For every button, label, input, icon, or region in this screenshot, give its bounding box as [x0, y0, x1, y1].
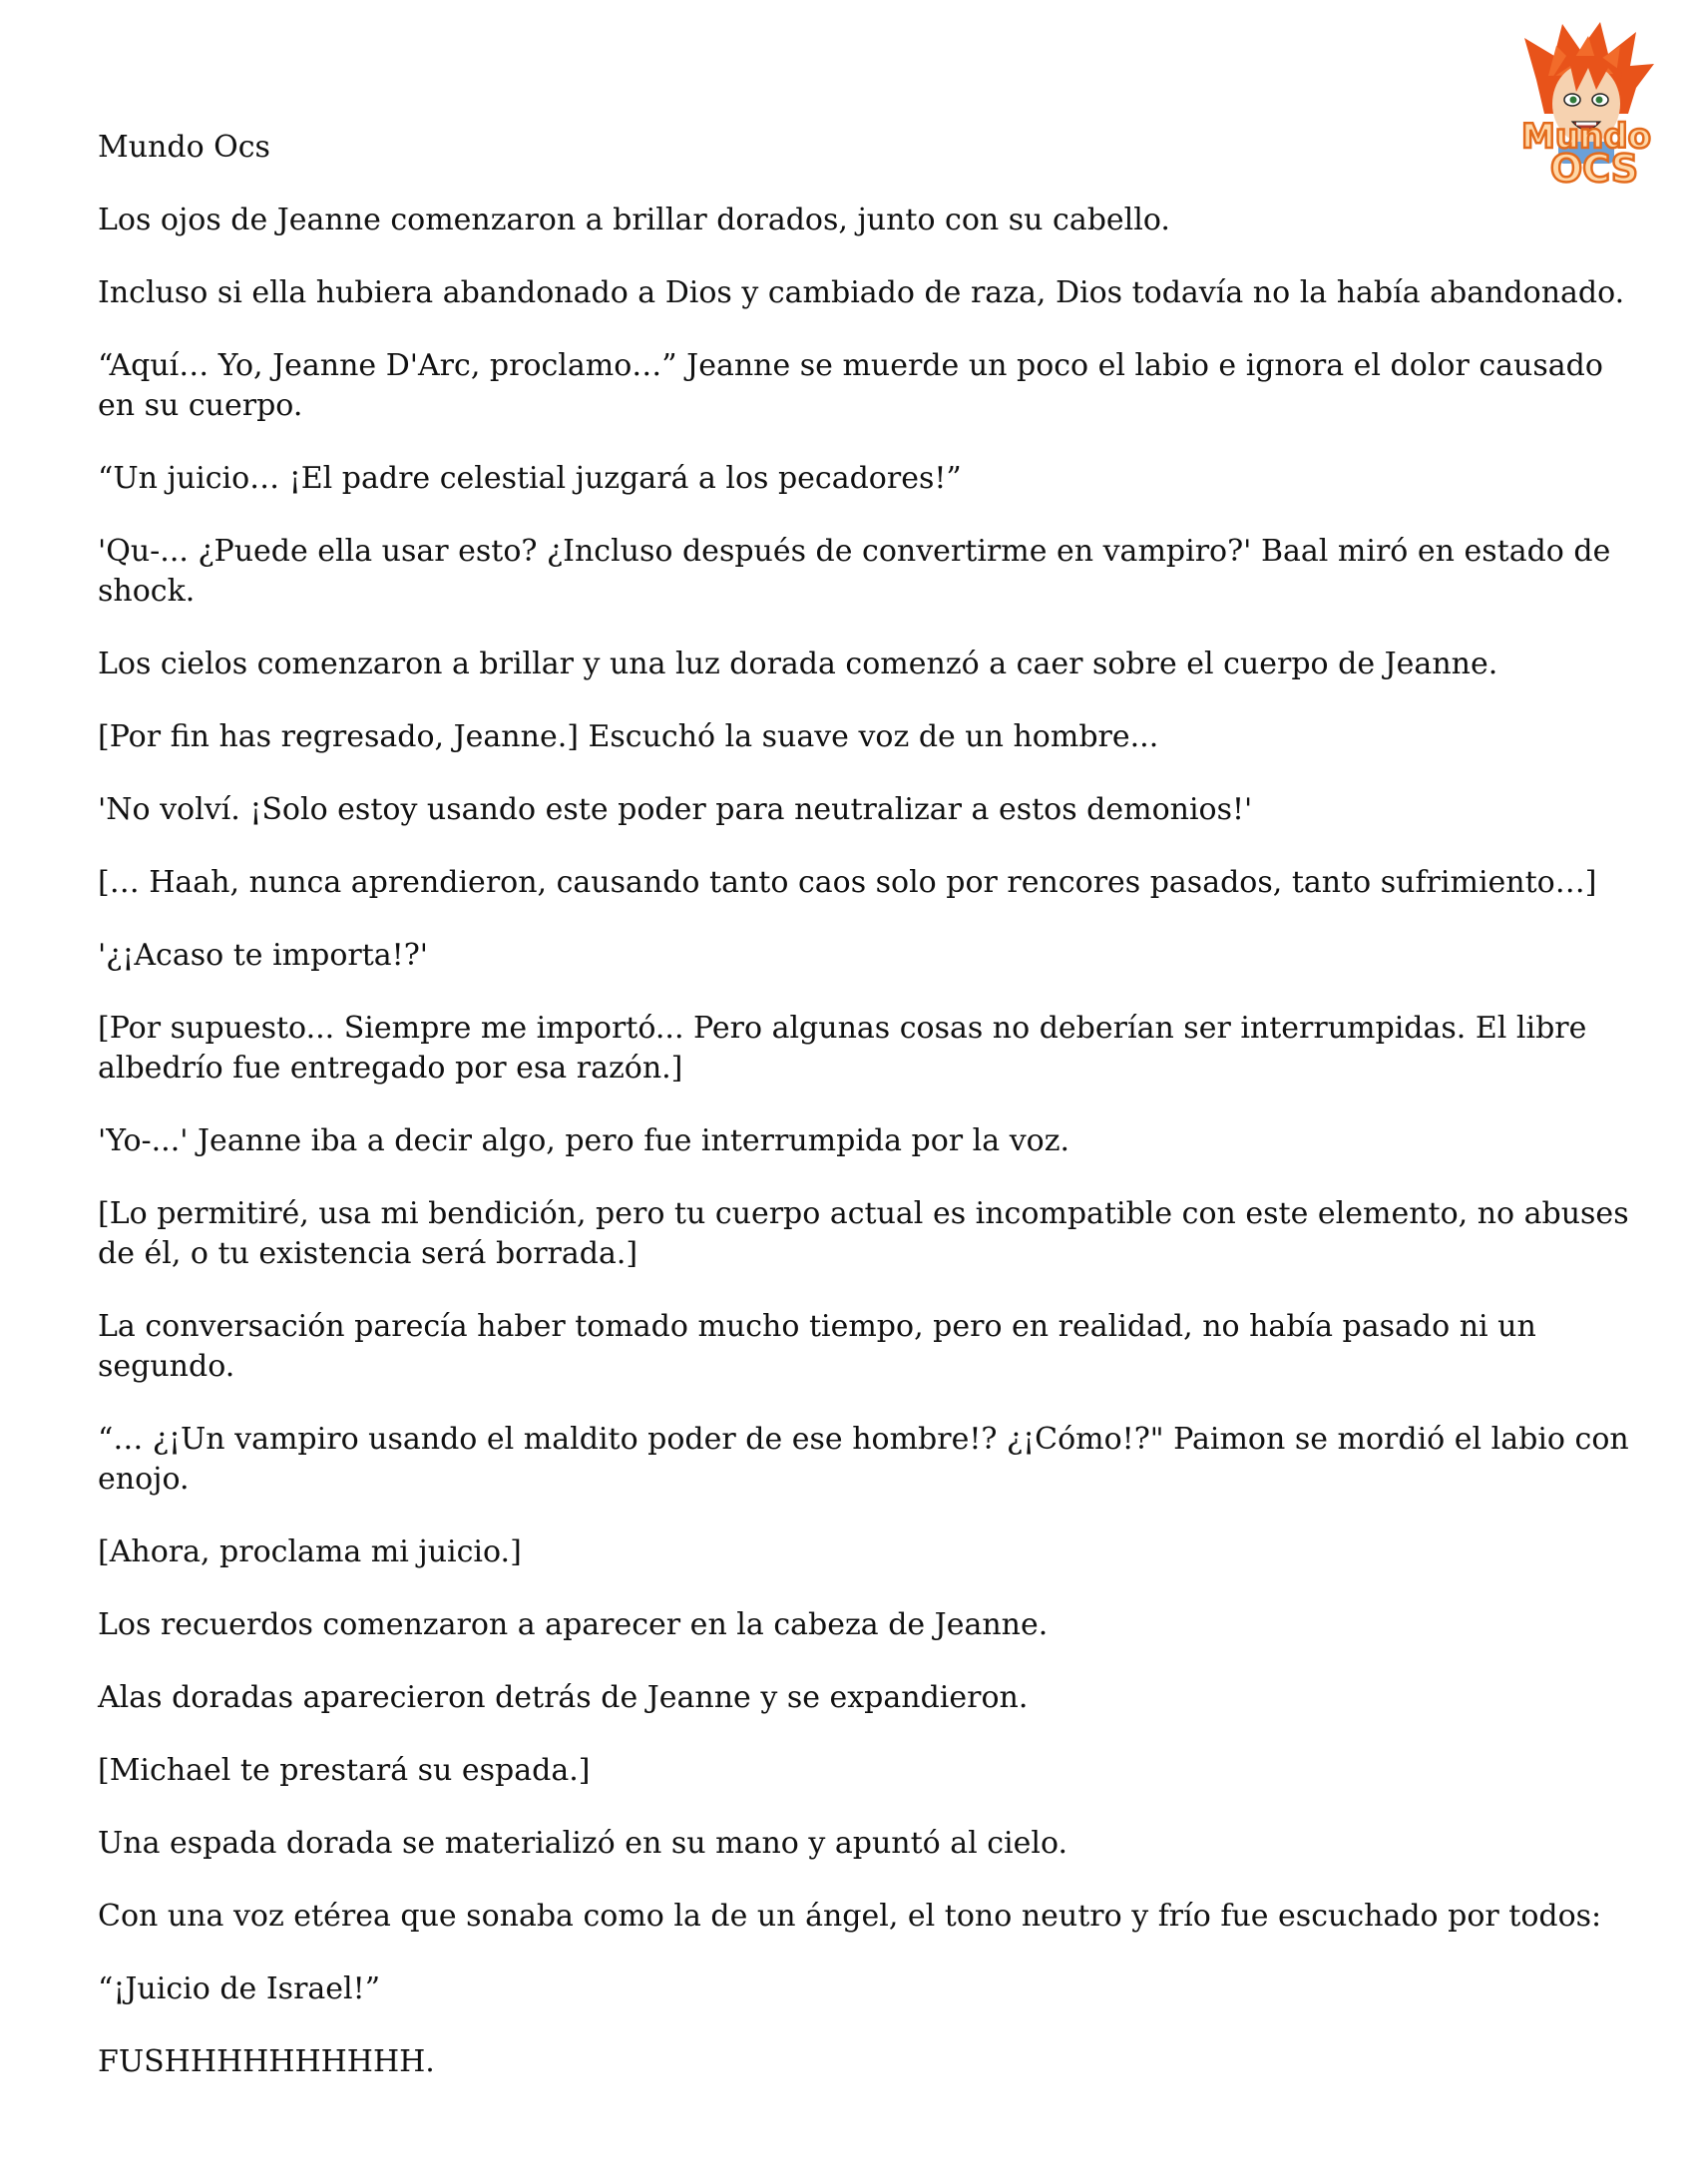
paragraph: [Por supuesto... Siempre me importó... Pero algunas cosas no deberían ser interrumpidas. El libre albedrío fue entregado por esa razón.]	[98, 1011, 1587, 1086]
paragraph: Alas doradas aparecieron detrás de Jeanne y se expandieron.	[98, 1680, 1029, 1715]
paragraph: Los cielos comenzaron a brillar y una luz dorada comenzó a caer sobre el cuerpo de Jeanne.	[98, 647, 1498, 681]
paragraph: Los ojos de Jeanne comenzaron a brillar dorados, junto con su cabello.	[98, 203, 1170, 237]
paragraph: [Ahora, proclama mi juicio.]	[98, 1534, 522, 1569]
paragraph: '¿¡Acaso te importa!?'	[98, 938, 429, 973]
logo-text-ocs: OCS	[1549, 147, 1639, 188]
paragraph: 'Qu-... ¿Puede ella usar esto? ¿Incluso después de convertirme en vampiro?' Baal miró en estado de shock.	[98, 534, 1611, 609]
paragraph: Los recuerdos comenzaron a aparecer en la cabeza de Jeanne.	[98, 1607, 1049, 1642]
paragraph: [… Haah, nunca aprendieron, causando tanto caos solo por rencores pasados, tanto sufrimiento…]	[98, 865, 1597, 900]
paragraph: “Aquí… Yo, Jeanne D'Arc, proclamo…” Jeanne se muerde un poco el labio e ignora el dolor causado en su cuerpo.	[98, 348, 1603, 423]
paragraph: FUSHHHHHHHHHH.	[98, 2044, 435, 2079]
paragraph: [Michael te prestará su espada.]	[98, 1753, 591, 1788]
document-title: Mundo Ocs	[98, 130, 270, 165]
paragraph: “¡Juicio de Israel!”	[98, 1971, 381, 2006]
paragraph: Una espada dorada se materializó en su mano y apuntó al cielo.	[98, 1826, 1068, 1861]
paragraph: Incluso si ella hubiera abandonado a Dios y cambiado de raza, Dios todavía no la había abandonado.	[98, 275, 1625, 310]
paragraph: [Lo permitiré, usa mi bendición, pero tu cuerpo actual es incompatible con este elemento, no abuses de él, o tu existencia será borrada.]	[98, 1196, 1629, 1271]
paragraph: [Por fin has regresado, Jeanne.] Escuchó la suave voz de un hombre...	[98, 719, 1159, 754]
paragraph: 'No volví. ¡Solo estoy usando este poder para neutralizar a estos demonios!'	[98, 792, 1253, 827]
paragraph: 'Yo-...' Jeanne iba a decir algo, pero fue interrumpida por la voz.	[98, 1123, 1070, 1158]
logo-text-mundo: Mundo	[1521, 117, 1651, 157]
paragraph: Con una voz etérea que sonaba como la de un ángel, el tono neutro y frío fue escuchado por todos:	[98, 1899, 1602, 1934]
paragraph: “… ¿¡Un vampiro usando el maldito poder de ese hombre!? ¿¡Cómo!?" Paimon se mordió el labio con enojo.	[98, 1422, 1629, 1497]
paragraph: La conversación parecía haber tomado mucho tiempo, pero en realidad, no había pasado ni un segundo.	[98, 1309, 1536, 1384]
paragraph: “Un juicio… ¡El padre celestial juzgará a los pecadores!”	[98, 461, 962, 496]
document-body	[98, 128, 1634, 2115]
